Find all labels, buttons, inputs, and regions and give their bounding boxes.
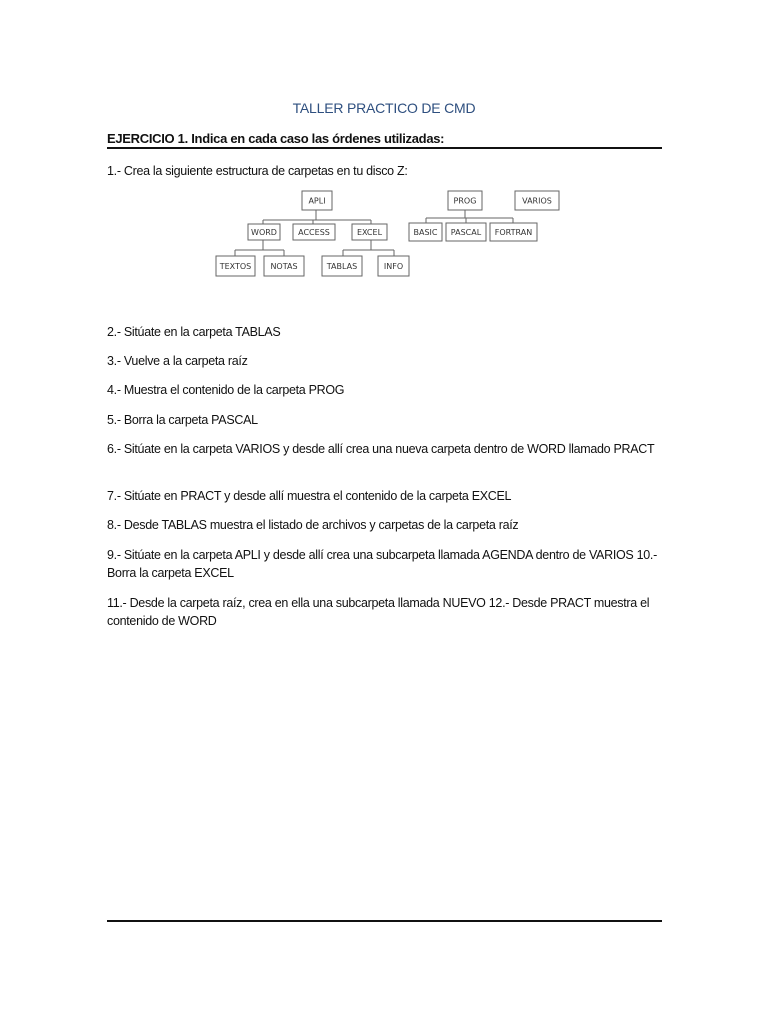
folder-apli-box (302, 191, 332, 210)
step-5-text: 5.- Borra la carpeta PASCAL (107, 413, 258, 427)
folder-fortran-label: FORTRAN (494, 228, 533, 237)
folder-excel-label: EXCEL (356, 228, 383, 237)
folder-pascal-box (446, 223, 486, 241)
folder-notas-box (264, 256, 304, 276)
heading-divider (107, 147, 662, 149)
folder-structure-diagram (210, 186, 570, 282)
folder-info-label: INFO (383, 262, 404, 271)
folder-varios-box (515, 191, 559, 210)
folder-tablas-box (322, 256, 362, 276)
exercise-heading: EJERCICIO 1. Indica en cada caso las órdenes utilizadas: (107, 131, 445, 146)
folder-excel-box (352, 224, 387, 240)
folder-prog-box (448, 191, 482, 210)
folder-textos-box (216, 256, 255, 276)
step-4-text: 4.- Muestra el contenido de la carpeta PROG (107, 383, 345, 397)
folder-pascal-label: PASCAL (450, 228, 482, 237)
folder-prog-label: PROG (453, 196, 477, 206)
folder-word-label: WORD (251, 228, 277, 237)
step-1-text: 1.- Crea la siguiente estructura de carpetas en tu disco Z: (107, 164, 408, 178)
folder-notas-label: NOTAS (270, 262, 298, 271)
footer-divider (107, 920, 662, 922)
step-2-text: 2.- Sitúate en la carpeta TABLAS (107, 325, 281, 339)
folder-access-label: ACCESS (298, 228, 330, 237)
step-3-text: 3.- Vuelve a la carpeta raíz (107, 354, 248, 368)
step-6-text: 6.- Sitúate en la carpeta VARIOS y desde allí crea una nueva carpeta dentro de WORD llamado PRACT (107, 442, 655, 456)
folder-info-box (378, 256, 409, 276)
folder-basic-label: BASIC (413, 228, 438, 237)
step-11-12-text: 11.- Desde la carpeta raíz, crea en ella una subcarpeta llamada NUEVO 12.- Desde PRACT muestra el contenido de WORD (107, 596, 650, 628)
folder-tablas-label: TABLAS (326, 262, 358, 271)
folder-textos-label: TEXTOS (219, 262, 252, 271)
folder-basic-box (409, 223, 442, 241)
step-7-text: 7.- Sitúate en PRACT y desde allí muestra el contenido de la carpeta EXCEL (107, 489, 512, 503)
folder-access-box (293, 224, 335, 240)
step-8-text: 8.- Desde TABLAS muestra el listado de archivos y carpetas de la carpeta raíz (107, 518, 519, 532)
step-9-10-text: 9.- Sitúate en la carpeta APLI y desde allí crea una subcarpeta llamada AGENDA dentro de VARIOS 10.- Borra la carpeta EXCEL (107, 548, 657, 580)
folder-word-box (248, 224, 280, 240)
folder-fortran-box (490, 223, 537, 241)
document-title: TALLER PRACTICO DE CMD (292, 100, 476, 116)
folder-apli-label: APLI (308, 196, 326, 206)
folder-varios-label: VARIOS (522, 196, 552, 206)
